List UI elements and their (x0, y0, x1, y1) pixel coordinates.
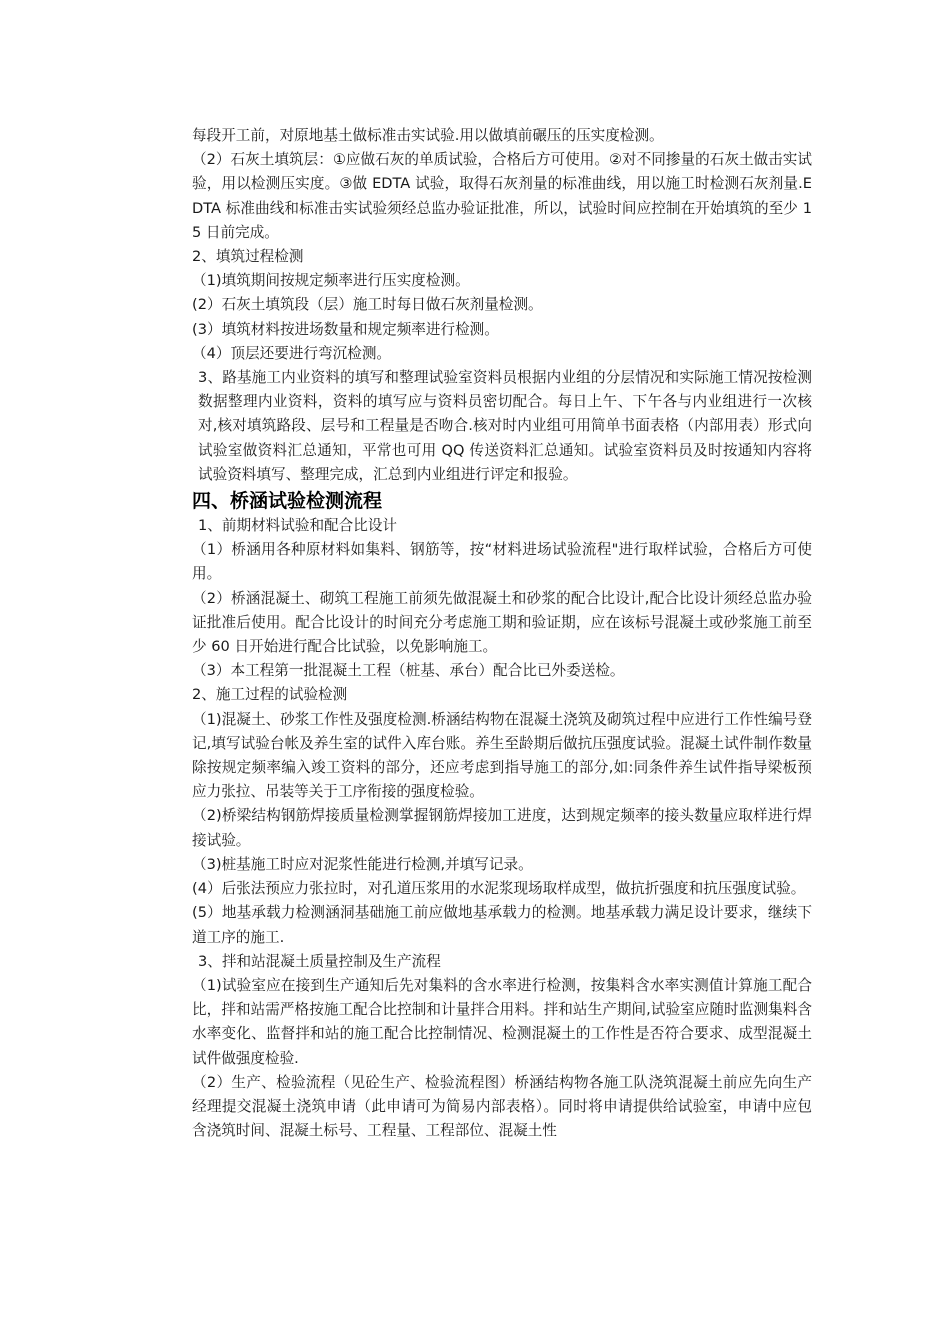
subsection-title: 3、拌和站混凝土质量控制及生产流程 (198, 952, 441, 970)
paragraph: (5）地基承载力检测涵洞基础施工前应做地基承载力的检测。地基承载力满足设计要求，继续下道工序的施工. (192, 904, 812, 946)
paragraph: （2）石灰土填筑层：①应做石灰的单质试验，合格后方可使用。②对不同掺量的石灰土做击实试验，用以检测压实度。③做 EDTA 试验，取得石灰剂量的标准曲线，用以施工时检测石灰剂量.EDTA 标准曲线和标准击实试验须经总监办验证批准，所以，试验时间应控制在开始填筑的至少 15 日前完成。 (192, 151, 812, 241)
paragraph: （1）桥涵用各种原材料如集料、钢筋等，按“材料进场试验流程"进行取样试验，合格后方可使用。 (192, 541, 812, 583)
paragraph: （3）本工程第一批混凝土工程（桩基、承台）配合比已外委送检。 (192, 662, 625, 680)
paragraph: （3)桩基施工时应对泥浆性能进行检测,并填写记录。 (192, 855, 533, 873)
paragraph: （1)试验室应在接到生产通知后先对集料的含水率进行检测，按集料含水率实测值计算施工配合比，拌和站需严格按施工配合比控制和计量拌合用料。拌和站生产期间,试验室应随时监测集料含水率变化、监督拌和站的施工配合比控制情况、检测混凝土的工作性是否符合要求、成型混凝土试件做强度检验. (192, 976, 812, 1067)
paragraph: （2)桥梁结构钢筋焊接质量检测掌握钢筋焊接加工进度，达到规定频率的接头数量应取样进行焊接试验。 (192, 807, 812, 849)
section-heading: 四、桥涵试验检测流程 (192, 490, 383, 513)
paragraph: （4）顶层还要进行弯沉检测。 (192, 344, 392, 362)
paragraph: 每段开工前，对原地基土做标准击实试验.用以做填前碾压的压实度检测。 (192, 127, 664, 144)
paragraph: (2）石灰土填筑段（层）施工时每日做石灰剂量检测。 (192, 296, 543, 314)
subsection-title: 2、施工过程的试验检测 (192, 686, 348, 704)
paragraph: （2）桥涵混凝土、砌筑工程施工前须先做混凝土和砂浆的配合比设计,配合比设计须经总监办验证批准后使用。配合比设计的时间充分考虑施工期和验证期，应在该标号混凝土或砂浆施工前至少 60 日开始进行配合比试验，以免影响施工。 (192, 589, 812, 656)
document-body (192, 124, 812, 1143)
subsection-title: 1、前期材料试验和配合比设计 (198, 517, 398, 535)
paragraph: （1)混凝土、砂浆工作性及强度检测.桥涵结构物在混凝土浇筑及砌筑过程中应进行工作性编号登记,填写试验台帐及养生室的试件入库台账。养生至龄期后做抗压强度试验。混凝土试件制作数量除按规定频率编入竣工资料的部分，还应考虑到指导施工的部分,如:同条件养生试件指导梁板预应力张拉、吊装等关于工序衔接的强度检验。 (192, 710, 812, 801)
paragraph: 3、路基施工内业资料的填写和整理试验室资料员根据内业组的分层情况和实际施工情况按检测数据整理内业资料，资料的填写应与资料员密切配合。每日上午、下午各与内业组进行一次核对,核对填筑路段、层号和工程量是否吻合.核对时内业组可用简单书面表格（内部用表）形式向试验室做资料汇总通知，平常也可用 QQ 传送资料汇总通知。试验室资料员及时按通知内容将试验资料填写、整理完成，汇总到内业组进行评定和报验。 (198, 369, 812, 483)
subsection-title: 2、填筑过程检测 (192, 248, 304, 266)
paragraph: (3）填筑材料按进场数量和规定频率进行检测。 (192, 320, 499, 338)
paragraph: (4）后张法预应力张拉时，对孔道压浆用的水泥浆现场取样成型，做抗折强度和抗压强度试验。 (192, 880, 806, 898)
paragraph: （1)填筑期间按规定频率进行压实度检测。 (192, 272, 470, 290)
paragraph: （2）生产、检验流程（见砼生产、检验流程图）桥涵结构物各施工队浇筑混凝土前应先向生产经理提交混凝土浇筑申请（此申请可为简易内部表格）。同时将申请提供给试验室，申请中应包含浇筑时间、混凝土标号、工程量、工程部位、混凝土性 (192, 1073, 812, 1140)
